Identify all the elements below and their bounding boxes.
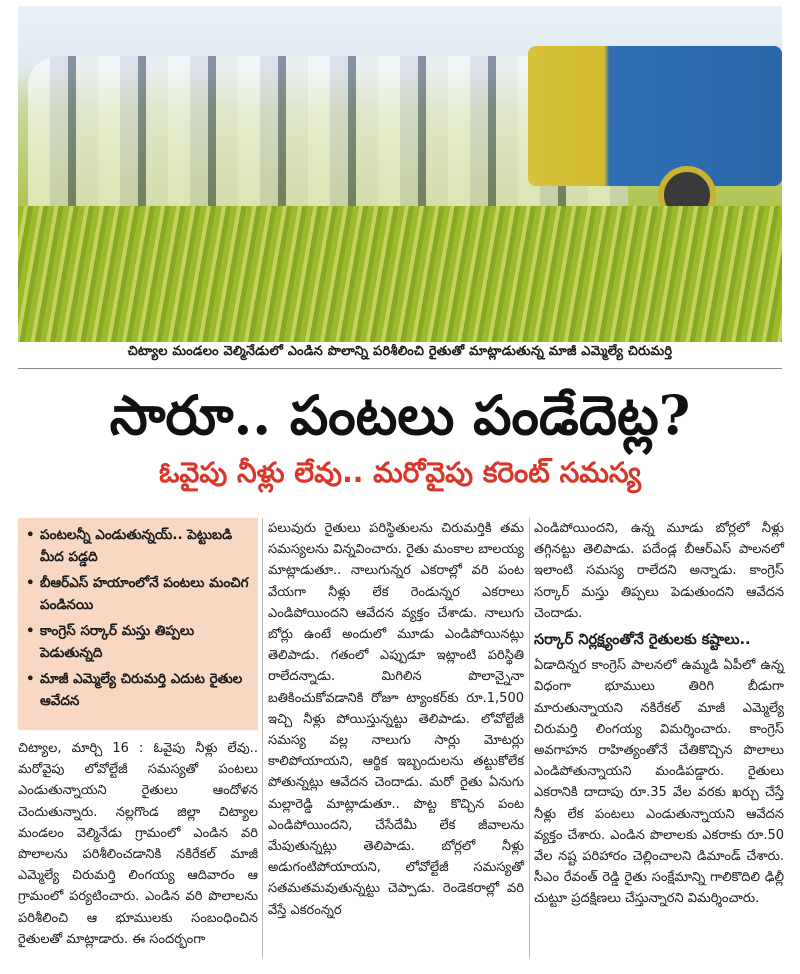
column-divider (262, 518, 263, 958)
bullet-icon: • (26, 527, 35, 543)
bullet-icon: • (26, 671, 35, 687)
highlight-item: • మాజీ ఎమ్మెల్యే చిరుమర్తి ఎదుట రైతుల ఆవేదన (26, 668, 250, 712)
bullet-icon: • (26, 623, 35, 639)
paddy-field (18, 206, 782, 342)
highlight-item: • పంటలన్నీ ఎండుతున్నయ్.. పెట్టుబడి మీద పడ్డది (26, 524, 250, 568)
article-column-3 (534, 518, 784, 910)
highlight-item: • కాంగ్రెస్ సర్కార్ మస్తు తిప్పలు పెడుతున్నది (26, 620, 250, 664)
body-paragraph: పలువురు రైతులు పరిస్థితులను చిరుమర్తికి తమ సమస్యలను విన్నవించారు. రైతు మంకాల బాలయ్య మాట్లాడుతూ.. నాలుగున్నర ఎకరాల్లో వరి పంట వేయగా నీళ్లు లేక రెండున్నర ఎకరాలు ఎండిపోయిందని ఆవేదన వ్యక్తం చేశాడు. నాలుగు బోర్లు ఉంటే అందులో మూడు ఎండిపోయినట్లు తెలిపాడు. గతంలో ఎప్పుడూ ఇట్లాంటి పరిస్థితి రాలేదన్నాడు. మిగిలిన పొలాన్నైనా బతికించుకోవడానికి రోజూ ట్యాంకర్‌కు రూ.1,500 ఇచ్చి నీళ్లు పోయిస్తున్నట్టు తెలిపాడు. లోవోల్టేజీ సమస్య వల్ల నాలుగు సార్లు మోటర్లు కాలిపోయాయని, ఆర్థిక ఇబ్బందులను తట్టుకోలేక పోతున్నట్లు ఆవేదన చెందాడు. మరో రైతు ఏనుగు మల్లారెడ్డి మాట్లాడుతూ.. పొట్ట కొచ్చిన పంట ఎండిపోయిందని, చేసేదేమీ లేక జీవాలను మేపుతున్నట్లు తెలిపాడు. బోర్లలో నీళ్లు అడుగంటిపోయాయని, లోవోల్టేజీ సమస్యతో సతమతమవుతున్నట్టు చెప్పాడు. రెండెకరాల్లో వరి వేస్తే ఎకరంన్నర (268, 521, 524, 918)
highlight-item: • బీఆర్ఎస్ హయాంలోనే పంటలు మంచిగ పండినయి (26, 572, 250, 616)
section-subheading: సర్కార్ నిర్లక్ష్యంతోనే రైతులకు కష్టాలు.. (534, 632, 751, 649)
body-paragraph: ఎండిపోయిందని, ఉన్న మూడు బోర్లలో నీళ్లు తగ్గినట్టు తెలిపాడు. పదేండ్ల బీఆర్ఎస్ పాలనలో ఇలాంటి సమస్య రాలేదని అన్నాడు. కాంగ్రెస్ సర్కార్ మస్తు తిప్పలు పెడుతుందని ఆవేదన చెందాడు. (534, 521, 784, 621)
column-divider (529, 518, 530, 958)
article-column-1 (18, 738, 258, 950)
body-paragraph: ఏడాదిన్నర కాంగ్రెస్ పాలనలో ఉమ్మడి ఏపీలో ఉన్న విధంగా భూములు తిరిగి బీడుగా మారుతున్నాయని నకిరేకల్ మాజీ ఎమ్మెల్యే చిరుమర్తి లింగయ్య విమర్శించారు. కాంగ్రెస్ అవగాహన రాహిత్యంతోనే చేతికొచ్చిన పొలాలు ఎండిపోతున్నాయని మండిపడ్డారు. రైతులు ఎకరానికి దాదాపు రూ.35 వేల వరకు ఖర్చు చేస్తే నీళ్లు లేక పంటలు ఎండుతున్నాయని ఆవేదన వ్యక్తం చేశారు. ఎండిన పొలాలకు ఎకరాకు రూ.50 వేల నష్ట పరిహారం చెల్లించాలని డిమాండ్ చేశారు. సీఎం రేవంత్ రెడ్డి రైతు సంక్షేమాన్ని గాలికొదిలి ఢిల్లీ చుట్టూ ప్రదక్షిణలు చేస్తున్నారని విమర్శించారు. (534, 658, 784, 907)
water-tanker (528, 46, 782, 186)
highlights-box (18, 518, 258, 730)
article-photo (18, 6, 782, 342)
body-paragraph: చిట్యాల, మార్చి 16 : ఓవైపు నీళ్లు లేవు.. మరోవైపు లోవోల్టేజీ సమస్యతో పంటలు ఎండుతున్నాయని రైతులు ఆందోళన చెందుతున్నారు. నల్లగొండ జిల్లా చిట్యాల మండలం వెల్మినేడు గ్రామంలో ఎండిన వరి పొలాలను పరిశీలించడానికి నకిరేకల్ మాజీ ఎమ్మెల్యే చిరుమర్తి లింగయ్య ఆదివారం ఆ గ్రామంలో పర్యటించారు. ఎండిన వరి పొలాలను పరిశీలించి ఆ భూములకు సంబంధించిన రైతులతో మాట్లాడారు. ఈ సందర్భంగా (18, 741, 258, 947)
subheadline: ఓవైపు నీళ్లు లేవు.. మరోవైపు కరెంట్ సమస్య (158, 456, 642, 489)
article-column-2 (268, 518, 524, 921)
bullet-icon: • (26, 575, 35, 591)
photo-caption: చిట్యాల మండలం వెల్మినేడులో ఎండిన పొలాన్ని పరిశీలించి రైతుతో మాట్లాడుతున్న మాజీ ఎమ్మెల్యే చిరుమర్తి (127, 344, 673, 359)
headline: సారూ.. పంటలు పండేదెట్ల? (109, 383, 691, 447)
caption-divider (18, 368, 782, 369)
